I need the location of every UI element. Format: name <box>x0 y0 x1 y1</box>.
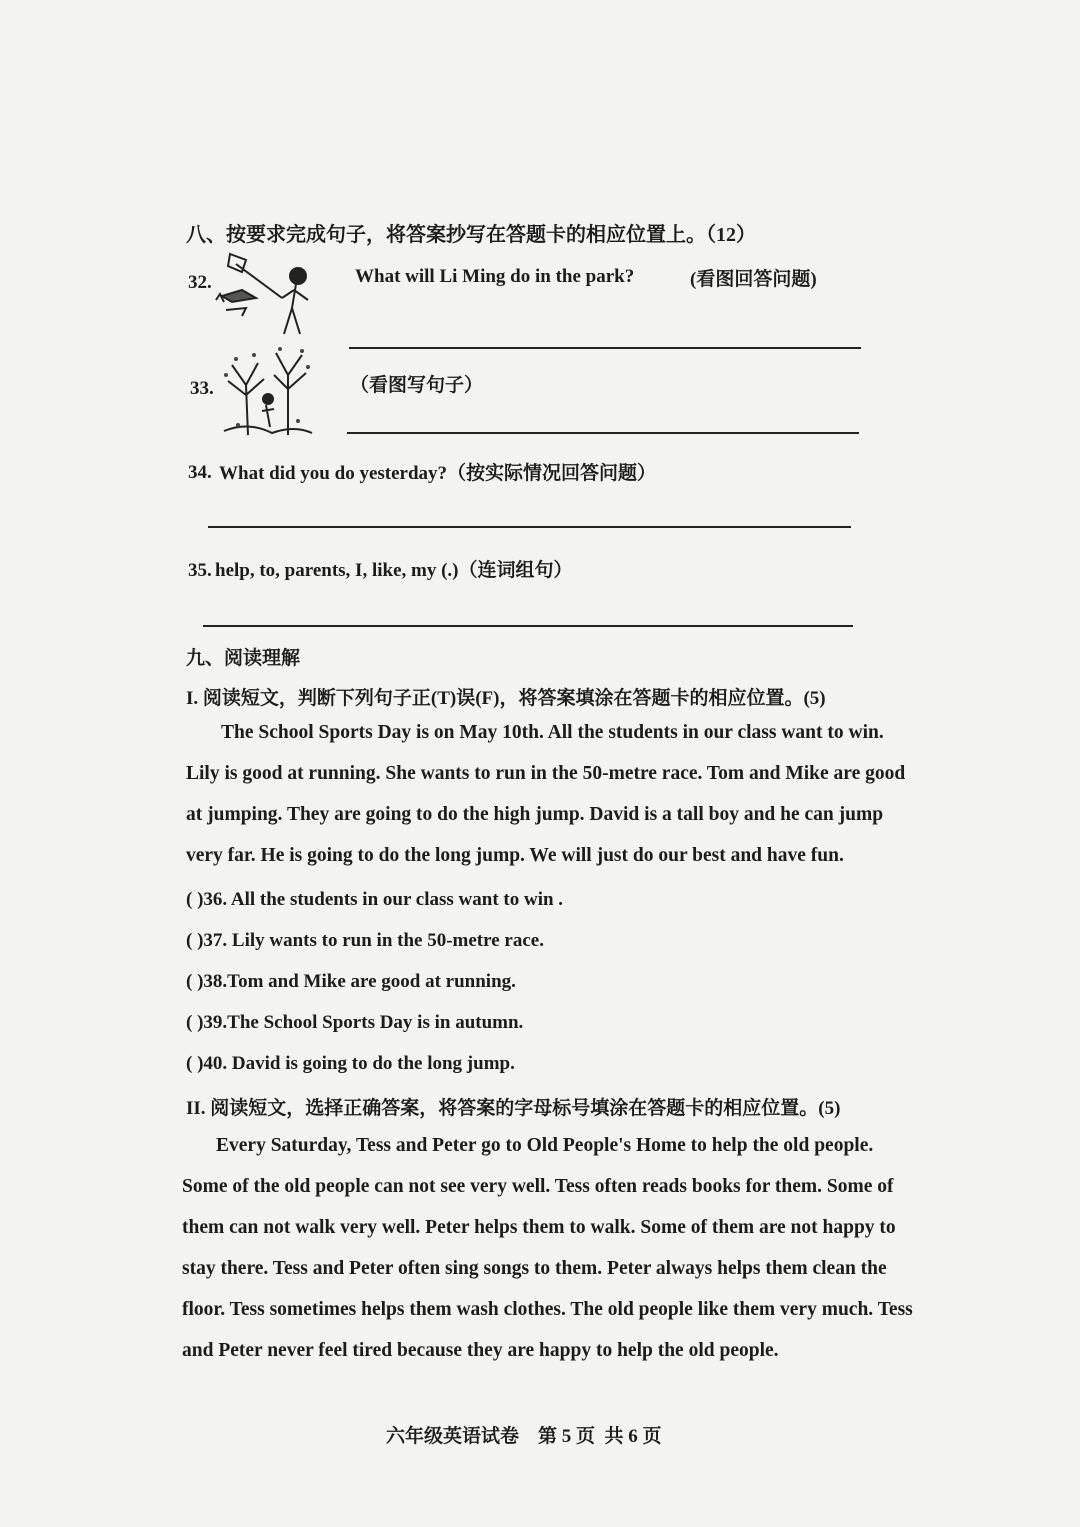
q35-question: help, to, parents, I, like, my (.)（连词组句） <box>215 560 573 581</box>
passage-line: Lily is good at running. She wants to run in the 50-metre race. Tom and Mike are good <box>186 763 906 784</box>
passage-line: them can not walk very well. Peter helps them to walk. Some of them are not happy to <box>182 1217 896 1238</box>
q35-answer-line[interactable] <box>203 625 853 627</box>
passage-line: Some of the old people can not see very well. Tess often reads books for them. Some of <box>182 1176 894 1197</box>
q34-number: 34. <box>188 462 212 483</box>
q34-question: What did you do yesterday?（按实际情况回答问题） <box>219 463 657 484</box>
q35-number: 35. <box>188 560 212 581</box>
passage-line: Every Saturday, Tess and Peter go to Old People's Home to help the old people. <box>216 1135 874 1156</box>
passage-line: and Peter never feel tired because they are happy to help the old people. <box>182 1340 779 1361</box>
tf-item-39[interactable]: ( )39.The School Sports Day is in autumn. <box>186 1012 524 1033</box>
passage-line: stay there. Tess and Peter often sing songs to them. Peter always helps them clean the <box>182 1258 887 1279</box>
q32-answer-line[interactable] <box>349 347 861 349</box>
tf-item-36[interactable]: ( )36. All the students in our class want to win . <box>186 889 564 910</box>
part-2-passage <box>182 1135 942 1375</box>
section-9-heading: 九、阅读理解 <box>186 648 301 669</box>
part-1-passage <box>186 722 946 892</box>
q32-question: What will Li Ming do in the park? <box>355 266 635 287</box>
page-footer: 六年级英语试卷 第 5 页 共 6 页 <box>386 1426 662 1447</box>
tf-item-38[interactable]: ( )38.Tom and Mike are good at running. <box>186 971 516 992</box>
tf-item-40[interactable]: ( )40. David is going to do the long jump. <box>186 1053 515 1074</box>
part-1-instruction: I. 阅读短文，判断下列句子正(T)误(F)，将答案填涂在答题卡的相应位置。(5) <box>186 688 826 709</box>
q33-instruction: （看图写句子） <box>350 375 484 396</box>
passage-line: very far. He is going to do the long jump. We will just do our best and have fun. <box>186 845 844 866</box>
tree-planting-illustration <box>218 345 314 441</box>
passage-line: at jumping. They are going to do the high jump. David is a tall boy and he can jump <box>186 804 884 825</box>
q32-hint: (看图回答问题) <box>690 269 817 290</box>
boy-flying-kite-illustration <box>212 250 316 342</box>
q33-answer-line[interactable] <box>347 432 859 434</box>
q32-number: 32. <box>188 272 212 293</box>
q34-answer-line[interactable] <box>208 526 851 528</box>
q33-number: 33. <box>190 378 214 399</box>
passage-line: floor. Tess sometimes helps them wash clothes. The old people like them very much. Tess <box>182 1299 913 1320</box>
tf-item-37[interactable]: ( )37. Lily wants to run in the 50-metre race. <box>186 930 544 951</box>
section-8-heading: 八、按要求完成句子，将答案抄写在答题卡的相应位置上。（12） <box>186 224 756 246</box>
passage-line: The School Sports Day is on May 10th. All the students in our class want to win. <box>221 722 884 743</box>
part-2-instruction: II. 阅读短文，选择正确答案，将答案的字母标号填涂在答题卡的相应位置。(5) <box>186 1098 841 1119</box>
